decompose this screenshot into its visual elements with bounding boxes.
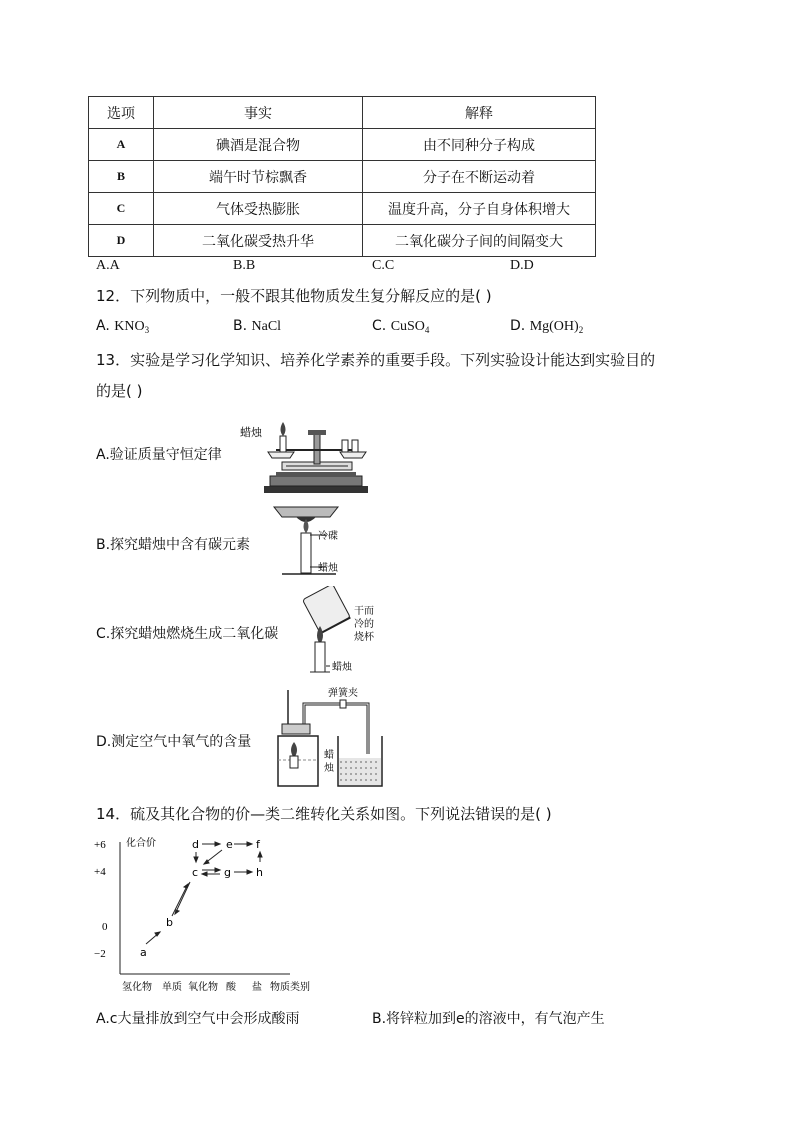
point-d: d	[192, 838, 199, 851]
row-explain: 二氧化碳分子间的间隔变大	[363, 225, 596, 257]
option-prefix: B.	[233, 318, 252, 334]
label-candle-c: 蜡烛	[332, 662, 352, 673]
row-fact: 碘酒是混合物	[154, 129, 363, 161]
xlabel: 物质类别	[270, 982, 310, 993]
oxygen-measurement-figure	[270, 684, 390, 790]
label-candle-d1: 蜡	[324, 750, 334, 761]
y-tick: −2	[94, 948, 106, 960]
point-a: a	[140, 946, 147, 959]
row-fact: 气体受热膨胀	[154, 193, 363, 225]
q13-stem-line2: 的是( )	[96, 382, 143, 400]
table-header: 解释	[363, 97, 596, 129]
q13-option-d[interactable]: D.测定空气中氧气的含量	[96, 734, 252, 750]
q12-option-a[interactable]	[96, 318, 149, 335]
valence-class-chart	[90, 832, 330, 1002]
row-explain: 由不同种分子构成	[363, 129, 596, 161]
label-dry-cold-3: 烧杯	[354, 632, 374, 643]
label-candle-d2: 烛	[324, 763, 334, 774]
label-dry-cold-1: 干而	[354, 606, 374, 617]
y-tick: 0	[102, 921, 108, 933]
y-tick: +6	[94, 839, 106, 851]
q12-option-b[interactable]	[233, 318, 281, 335]
x-tick: 氢化物	[122, 982, 152, 993]
point-f: f	[256, 838, 260, 851]
q13-stem-line1: 13．实验是学习化学知识、培养化学素养的重要手段。下列实验设计能达到实验目的	[96, 351, 656, 369]
option-prefix: A.	[96, 318, 115, 334]
table-row	[89, 129, 596, 161]
label-cold-dish: 冷碟	[318, 531, 338, 542]
row-key: A	[89, 129, 154, 161]
label-dry-cold-2: 冷的	[354, 619, 374, 630]
option-prefix: C.	[372, 318, 391, 334]
balance-apparatus-figure	[238, 414, 376, 494]
q11-option-d[interactable]: D.D	[510, 258, 534, 273]
ylabel: 化合价	[126, 838, 156, 849]
table-header: 选项	[89, 97, 154, 129]
label-spring-clip: 弹簧夹	[328, 688, 358, 699]
q14-option-a[interactable]: A.c大量排放到空气中会形成酸雨	[96, 1011, 300, 1027]
row-key: C	[89, 193, 154, 225]
facts-table	[88, 96, 596, 257]
q11-option-a[interactable]: A.A	[96, 258, 120, 273]
y-tick: +4	[94, 866, 106, 878]
label-candle-a: 蜡烛	[240, 426, 262, 439]
table-row	[89, 193, 596, 225]
formula: Mg(OH)	[529, 319, 579, 334]
q12-option-c[interactable]	[372, 318, 429, 335]
label-candle-b: 蜡烛	[318, 563, 338, 574]
formula: KNO	[114, 319, 145, 334]
formula: CuSO	[390, 319, 425, 334]
x-tick: 单质	[162, 982, 182, 993]
q14-option-b[interactable]: B.将锌粒加到e的溶液中，有气泡产生	[372, 1011, 605, 1027]
formula: NaCl	[251, 319, 282, 334]
point-g: g	[224, 866, 231, 879]
table-row	[89, 225, 596, 257]
q13-option-c[interactable]: C.探究蜡烛燃烧生成二氧化碳	[96, 626, 279, 642]
table-header: 事实	[154, 97, 363, 129]
q11-option-c[interactable]: C.C	[372, 258, 395, 273]
x-tick: 氧化物	[188, 982, 218, 993]
row-explain: 分子在不断运动着	[363, 161, 596, 193]
candle-beaker-figure	[296, 586, 396, 676]
point-h: h	[256, 866, 263, 879]
table-row	[89, 161, 596, 193]
formula-sub: 4	[424, 325, 430, 335]
point-b: b	[166, 916, 173, 929]
formula-sub: 2	[578, 325, 584, 335]
table-header-row	[89, 97, 596, 129]
row-key: B	[89, 161, 154, 193]
formula-sub: 3	[144, 325, 150, 335]
q13-option-a[interactable]: A.验证质量守恒定律	[96, 447, 222, 463]
q12-stem: 12．下列物质中，一般不跟其他物质发生复分解反应的是( )	[96, 287, 492, 305]
row-fact: 二氧化碳受热升华	[154, 225, 363, 257]
point-c: c	[192, 866, 199, 879]
x-tick: 盐	[252, 982, 262, 993]
x-tick: 酸	[226, 982, 236, 993]
row-key: D	[89, 225, 154, 257]
point-e: e	[226, 838, 233, 851]
row-explain: 温度升高，分子自身体积增大	[363, 193, 596, 225]
row-fact: 端午时节棕飘香	[154, 161, 363, 193]
q13-option-b[interactable]: B.探究蜡烛中含有碳元素	[96, 537, 251, 553]
candle-cold-dish-figure	[268, 505, 358, 579]
q12-option-d[interactable]	[510, 318, 583, 335]
q11-option-b[interactable]: B.B	[233, 258, 256, 273]
option-prefix: D.	[510, 318, 530, 334]
q14-stem: 14．硫及其化合物的价—类二维转化关系如图。下列说法错误的是( )	[96, 805, 552, 823]
